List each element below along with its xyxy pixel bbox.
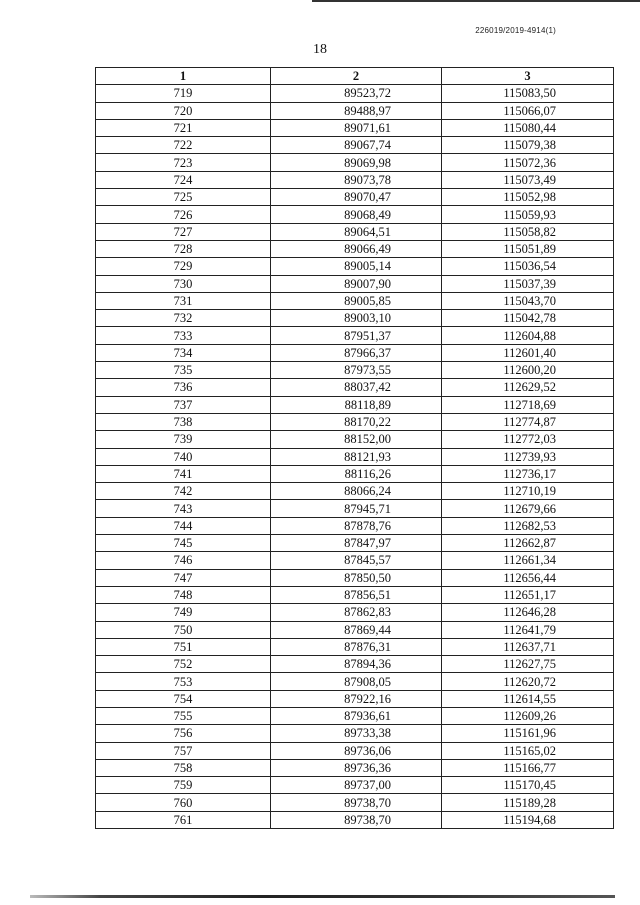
- point-number-cell: 757: [96, 742, 271, 759]
- point-number-cell: 731: [96, 292, 271, 309]
- table-row: [96, 206, 614, 223]
- y-coordinate-cell: 115072,36: [442, 154, 614, 171]
- document-reference: 226019/2019-4914(1): [475, 26, 556, 35]
- column-header-x: 2: [271, 68, 442, 85]
- x-coordinate-cell: 88116,26: [271, 465, 442, 482]
- point-number-cell: 724: [96, 171, 271, 188]
- x-coordinate-cell: 89738,70: [271, 794, 442, 811]
- x-coordinate-cell: 87847,97: [271, 535, 442, 552]
- point-number-cell: 754: [96, 690, 271, 707]
- point-number-cell: 761: [96, 811, 271, 828]
- point-number-cell: 748: [96, 586, 271, 603]
- y-coordinate-cell: 115079,38: [442, 137, 614, 154]
- table-row: [96, 189, 614, 206]
- x-coordinate-cell: 87966,37: [271, 344, 442, 361]
- point-number-cell: 728: [96, 240, 271, 257]
- y-coordinate-cell: 112609,26: [442, 707, 614, 724]
- point-number-cell: 760: [96, 794, 271, 811]
- point-number-cell: 759: [96, 777, 271, 794]
- table-row: [96, 396, 614, 413]
- x-coordinate-cell: 88121,93: [271, 448, 442, 465]
- x-coordinate-cell: 89738,70: [271, 811, 442, 828]
- x-coordinate-cell: 87936,61: [271, 707, 442, 724]
- x-coordinate-cell: 89066,49: [271, 240, 442, 257]
- y-coordinate-cell: 115051,89: [442, 240, 614, 257]
- y-coordinate-cell: 112662,87: [442, 535, 614, 552]
- table-row: [96, 171, 614, 188]
- point-number-cell: 723: [96, 154, 271, 171]
- table-row: [96, 223, 614, 240]
- y-coordinate-cell: 115166,77: [442, 759, 614, 776]
- y-coordinate-cell: 112600,20: [442, 362, 614, 379]
- y-coordinate-cell: 115073,49: [442, 171, 614, 188]
- point-number-cell: 739: [96, 431, 271, 448]
- point-number-cell: 746: [96, 552, 271, 569]
- point-number-cell: 733: [96, 327, 271, 344]
- x-coordinate-cell: 88118,89: [271, 396, 442, 413]
- table-row: [96, 483, 614, 500]
- table-row: [96, 811, 614, 828]
- x-coordinate-cell: 87908,05: [271, 673, 442, 690]
- y-coordinate-cell: 112629,52: [442, 379, 614, 396]
- table-row: [96, 310, 614, 327]
- point-number-cell: 743: [96, 500, 271, 517]
- column-header-y: 3: [442, 68, 614, 85]
- y-coordinate-cell: 112646,28: [442, 604, 614, 621]
- y-coordinate-cell: 115083,50: [442, 85, 614, 102]
- x-coordinate-cell: 89737,00: [271, 777, 442, 794]
- x-coordinate-cell: 89071,61: [271, 119, 442, 136]
- point-number-cell: 727: [96, 223, 271, 240]
- x-coordinate-cell: 89736,36: [271, 759, 442, 776]
- x-coordinate-cell: 87922,16: [271, 690, 442, 707]
- point-number-cell: 742: [96, 483, 271, 500]
- table-row: [96, 448, 614, 465]
- point-number-cell: 725: [96, 189, 271, 206]
- point-number-cell: 751: [96, 638, 271, 655]
- x-coordinate-cell: 89005,85: [271, 292, 442, 309]
- y-coordinate-cell: 112710,19: [442, 483, 614, 500]
- table-row: [96, 327, 614, 344]
- x-coordinate-cell: 89073,78: [271, 171, 442, 188]
- y-coordinate-cell: 112679,66: [442, 500, 614, 517]
- point-number-cell: 729: [96, 258, 271, 275]
- table-row: [96, 656, 614, 673]
- table-row: [96, 379, 614, 396]
- table-row: [96, 586, 614, 603]
- y-coordinate-cell: 115059,93: [442, 206, 614, 223]
- y-coordinate-cell: 112637,71: [442, 638, 614, 655]
- y-coordinate-cell: 112736,17: [442, 465, 614, 482]
- y-coordinate-cell: 112641,79: [442, 621, 614, 638]
- table-row: [96, 102, 614, 119]
- point-number-cell: 736: [96, 379, 271, 396]
- x-coordinate-cell: 89068,49: [271, 206, 442, 223]
- table-row: [96, 362, 614, 379]
- x-coordinate-cell: 89070,47: [271, 189, 442, 206]
- table-row: [96, 137, 614, 154]
- y-coordinate-cell: 115194,68: [442, 811, 614, 828]
- y-coordinate-cell: 115043,70: [442, 292, 614, 309]
- y-coordinate-cell: 112718,69: [442, 396, 614, 413]
- table-row: [96, 344, 614, 361]
- y-coordinate-cell: 115161,96: [442, 725, 614, 742]
- y-coordinate-cell: 112682,53: [442, 517, 614, 534]
- point-number-cell: 747: [96, 569, 271, 586]
- y-coordinate-cell: 115042,78: [442, 310, 614, 327]
- table-row: [96, 535, 614, 552]
- point-number-cell: 752: [96, 656, 271, 673]
- x-coordinate-cell: 87869,44: [271, 621, 442, 638]
- table-row: [96, 431, 614, 448]
- y-coordinate-cell: 115058,82: [442, 223, 614, 240]
- x-coordinate-cell: 89488,97: [271, 102, 442, 119]
- point-number-cell: 758: [96, 759, 271, 776]
- point-number-cell: 741: [96, 465, 271, 482]
- table-header: [96, 68, 614, 85]
- table-row: [96, 742, 614, 759]
- table-row: [96, 413, 614, 430]
- x-coordinate-cell: 88152,00: [271, 431, 442, 448]
- point-number-cell: 722: [96, 137, 271, 154]
- table-row: [96, 517, 614, 534]
- table-row: [96, 759, 614, 776]
- x-coordinate-cell: 87878,76: [271, 517, 442, 534]
- column-header-point: 1: [96, 68, 271, 85]
- point-number-cell: 734: [96, 344, 271, 361]
- x-coordinate-cell: 88066,24: [271, 483, 442, 500]
- y-coordinate-cell: 112661,34: [442, 552, 614, 569]
- point-number-cell: 737: [96, 396, 271, 413]
- table-row: [96, 777, 614, 794]
- table-row: [96, 707, 614, 724]
- table-row: [96, 794, 614, 811]
- x-coordinate-cell: 87862,83: [271, 604, 442, 621]
- x-coordinate-cell: 89064,51: [271, 223, 442, 240]
- y-coordinate-cell: 112656,44: [442, 569, 614, 586]
- x-coordinate-cell: 89005,14: [271, 258, 442, 275]
- x-coordinate-cell: 89736,06: [271, 742, 442, 759]
- table-row: [96, 119, 614, 136]
- table-row: [96, 85, 614, 102]
- x-coordinate-cell: 87876,31: [271, 638, 442, 655]
- table-row: [96, 690, 614, 707]
- y-coordinate-cell: 115037,39: [442, 275, 614, 292]
- y-coordinate-cell: 112627,75: [442, 656, 614, 673]
- table-row: [96, 552, 614, 569]
- x-coordinate-cell: 89007,90: [271, 275, 442, 292]
- table-row: [96, 621, 614, 638]
- y-coordinate-cell: 112772,03: [442, 431, 614, 448]
- y-coordinate-cell: 112604,88: [442, 327, 614, 344]
- point-number-cell: 738: [96, 413, 271, 430]
- table-row: [96, 638, 614, 655]
- table-body: [96, 85, 614, 829]
- y-coordinate-cell: 112774,87: [442, 413, 614, 430]
- table-row: [96, 258, 614, 275]
- point-number-cell: 726: [96, 206, 271, 223]
- table-row: [96, 465, 614, 482]
- point-number-cell: 744: [96, 517, 271, 534]
- y-coordinate-cell: 115170,45: [442, 777, 614, 794]
- y-coordinate-cell: 115052,98: [442, 189, 614, 206]
- y-coordinate-cell: 112601,40: [442, 344, 614, 361]
- table-row: [96, 292, 614, 309]
- table-row: [96, 725, 614, 742]
- x-coordinate-cell: 88170,22: [271, 413, 442, 430]
- table-header-row: [96, 68, 614, 85]
- x-coordinate-cell: 87894,36: [271, 656, 442, 673]
- point-number-cell: 753: [96, 673, 271, 690]
- x-coordinate-cell: 89003,10: [271, 310, 442, 327]
- point-number-cell: 735: [96, 362, 271, 379]
- point-number-cell: 720: [96, 102, 271, 119]
- y-coordinate-cell: 115080,44: [442, 119, 614, 136]
- table-row: [96, 604, 614, 621]
- point-number-cell: 740: [96, 448, 271, 465]
- x-coordinate-cell: 87850,50: [271, 569, 442, 586]
- x-coordinate-cell: 87945,71: [271, 500, 442, 517]
- page-number: 18: [313, 42, 327, 57]
- table-row: [96, 673, 614, 690]
- point-number-cell: 749: [96, 604, 271, 621]
- point-number-cell: 721: [96, 119, 271, 136]
- x-coordinate-cell: 87845,57: [271, 552, 442, 569]
- y-coordinate-cell: 112651,17: [442, 586, 614, 603]
- x-coordinate-cell: 87973,55: [271, 362, 442, 379]
- top-border-line: [312, 0, 640, 2]
- table-row: [96, 275, 614, 292]
- table-row: [96, 569, 614, 586]
- table-row: [96, 240, 614, 257]
- y-coordinate-cell: 112739,93: [442, 448, 614, 465]
- y-coordinate-cell: 115036,54: [442, 258, 614, 275]
- scan-edge-line: [30, 895, 615, 898]
- point-number-cell: 756: [96, 725, 271, 742]
- table-row: [96, 500, 614, 517]
- point-number-cell: 745: [96, 535, 271, 552]
- point-number-cell: 755: [96, 707, 271, 724]
- x-coordinate-cell: 88037,42: [271, 379, 442, 396]
- y-coordinate-cell: 115189,28: [442, 794, 614, 811]
- point-number-cell: 719: [96, 85, 271, 102]
- y-coordinate-cell: 112620,72: [442, 673, 614, 690]
- coordinates-table: [95, 67, 614, 829]
- point-number-cell: 730: [96, 275, 271, 292]
- point-number-cell: 732: [96, 310, 271, 327]
- x-coordinate-cell: 87856,51: [271, 586, 442, 603]
- y-coordinate-cell: 112614,55: [442, 690, 614, 707]
- point-number-cell: 750: [96, 621, 271, 638]
- y-coordinate-cell: 115165,02: [442, 742, 614, 759]
- y-coordinate-cell: 115066,07: [442, 102, 614, 119]
- x-coordinate-cell: 89067,74: [271, 137, 442, 154]
- x-coordinate-cell: 89069,98: [271, 154, 442, 171]
- x-coordinate-cell: 89733,38: [271, 725, 442, 742]
- x-coordinate-cell: 89523,72: [271, 85, 442, 102]
- table-row: [96, 154, 614, 171]
- x-coordinate-cell: 87951,37: [271, 327, 442, 344]
